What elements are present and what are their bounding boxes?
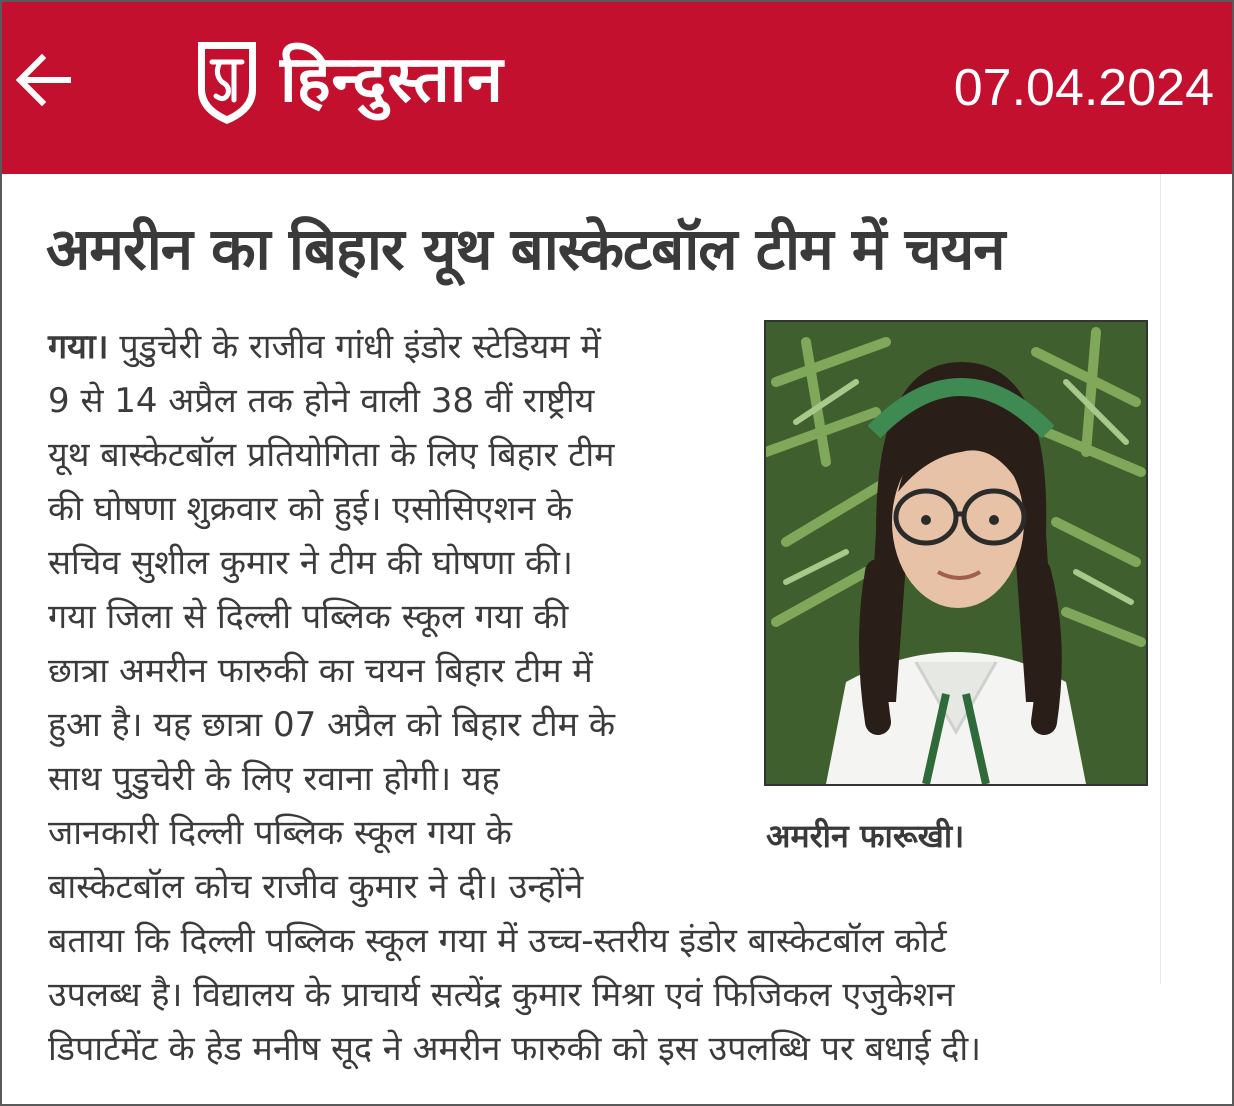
column-rule xyxy=(1160,174,1161,984)
back-button[interactable] xyxy=(12,48,76,112)
body-line: गया। पुडुचेरी के राजीव गांधी इंडोर स्टेडियम में xyxy=(48,327,601,367)
body-line: हुआ है। यह छात्रा 07 अप्रैल को बिहार टीम के xyxy=(48,705,615,745)
body-line: छात्रा अमरीन फारुकी का चयन बिहार टीम में xyxy=(48,651,593,691)
top-app-bar xyxy=(2,2,1232,174)
body-line: यूथ बास्केटबॉल प्रतियोगिता के लिए बिहार टीम xyxy=(48,435,615,475)
body-line: बताया कि दिल्ली पब्लिक स्कूल गया में उच्च-स्तरीय इंडोर बास्केटबॉल कोर्ट xyxy=(48,921,947,961)
body-line: की घोषणा शुक्रवार को हुई। एसोसिएशन के xyxy=(48,489,573,529)
student-photo xyxy=(764,320,1148,786)
hindustan-shield-logo xyxy=(192,34,262,126)
brand-name: हिन्दुस्तान xyxy=(280,43,504,117)
body-line: गया जिला से दिल्ली पब्लिक स्कूल गया की xyxy=(48,597,569,637)
dateline: गया। xyxy=(48,327,109,367)
body-line: डिपार्टमेंट के हेड मनीष सूद ने अमरीन फारुकी को इस उपलब्धि पर बधाई दी। xyxy=(48,1029,982,1069)
body-line: उपलब्ध है। विद्यालय के प्राचार्य सत्येंद्र कुमार मिश्रा एवं फिजिकल एजुकेशन xyxy=(48,975,955,1015)
student-portrait-image xyxy=(766,322,1146,784)
brand xyxy=(192,34,504,126)
article xyxy=(2,174,1232,1104)
photo-caption: अमरीन फारूखी। xyxy=(766,817,965,855)
edition-date: 07.04.2024 xyxy=(953,59,1214,117)
arrow-left-icon xyxy=(12,48,76,112)
body-line: साथ पुडुचेरी के लिए रवाना होगी। यह xyxy=(48,759,500,799)
body-line: बास्केटबॉल कोच राजीव कुमार ने दी। उन्होंने xyxy=(48,867,584,907)
body-line: जानकारी दिल्ली पब्लिक स्कूल गया के xyxy=(48,813,512,853)
body-line: 9 से 14 अप्रैल तक होने वाली 38 वीं राष्ट्रीय xyxy=(48,381,595,421)
body-line: सचिव सुशील कुमार ने टीम की घोषणा की। xyxy=(48,543,573,583)
article-headline: अमरीन का बिहार यूथ बास्केटबॉल टीम में चयन xyxy=(46,215,1005,283)
